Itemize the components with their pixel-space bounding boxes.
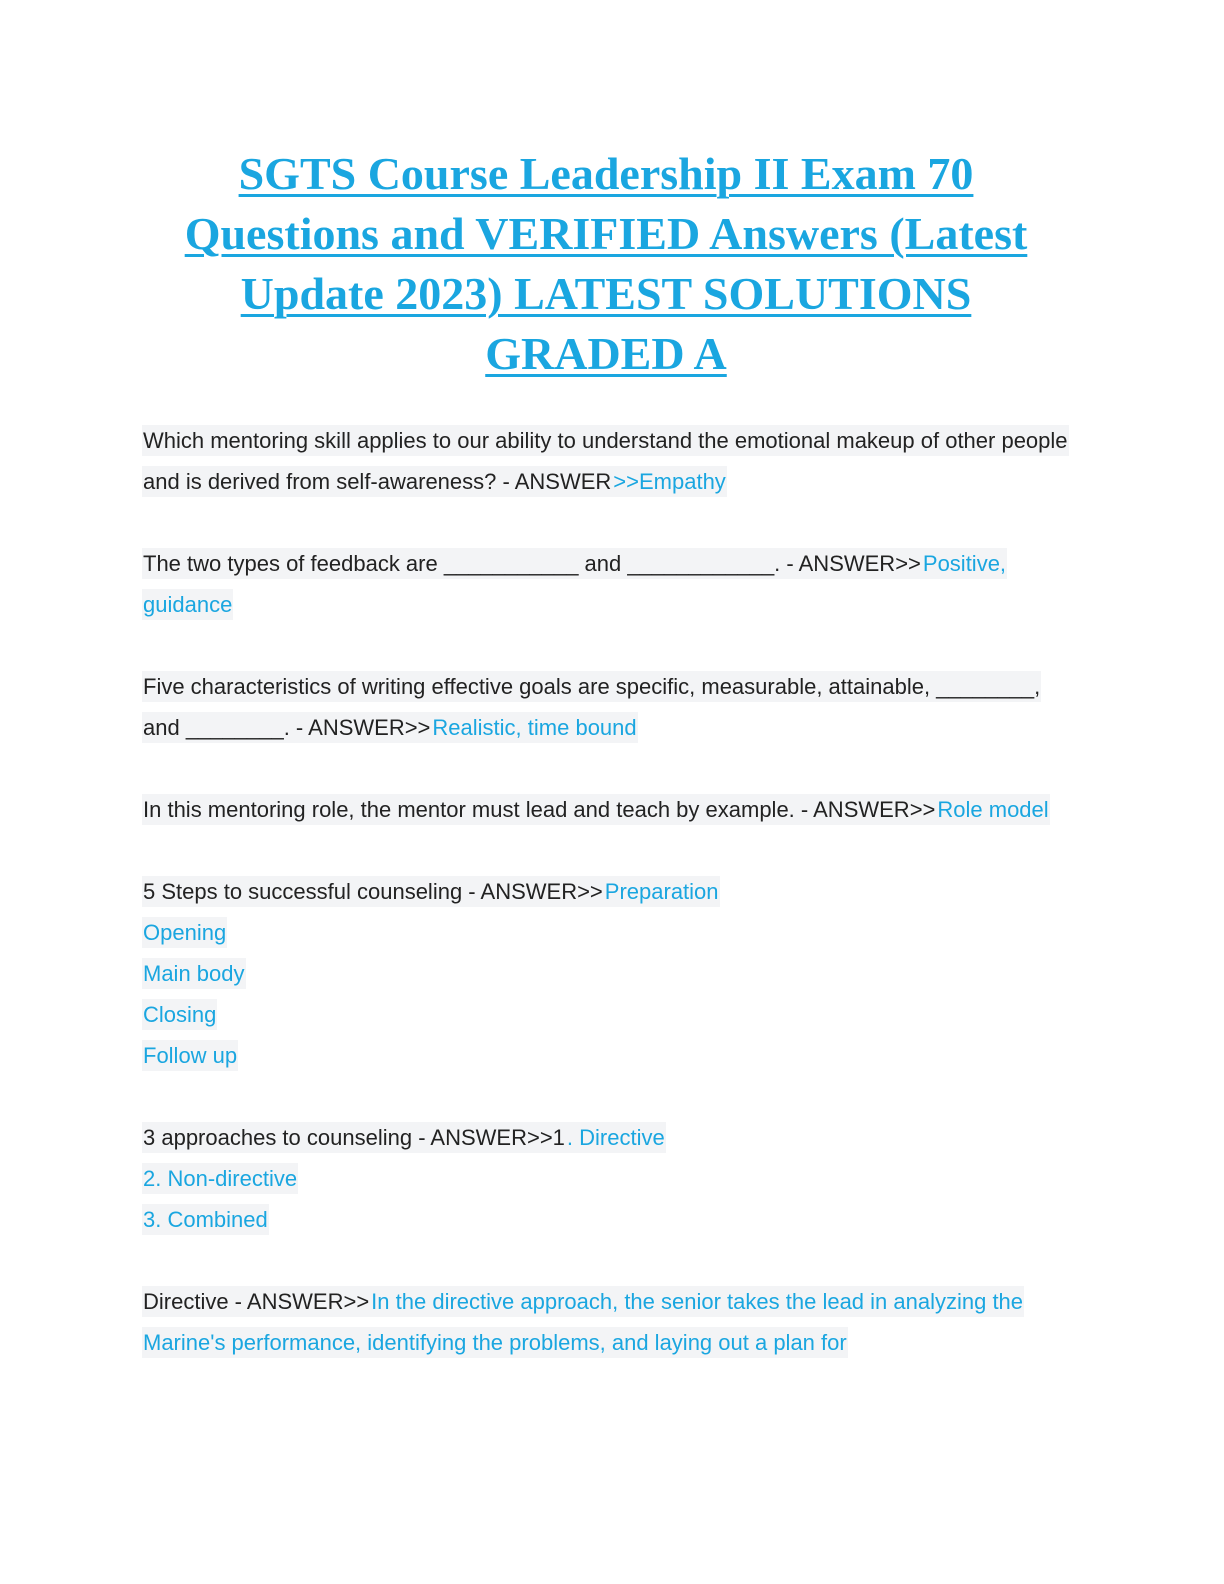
question-text: Directive - ANSWER>>	[142, 1286, 370, 1317]
answer-text: Realistic, time bound	[431, 712, 637, 743]
answer-line: Closing	[142, 999, 217, 1030]
answer-text: In the directive approach, the senior takes the lead in analyzing the Marine's performance, identifying the problems, and laying out a plan for	[142, 1286, 1024, 1358]
qa-item	[142, 543, 1072, 625]
qa-item	[142, 789, 1072, 830]
answer-line: Follow up	[142, 1040, 238, 1071]
question-text: In this mentoring role, the mentor must lead and teach by example. - ANSWER>>	[142, 794, 936, 825]
question-text: Five characteristics of writing effective goals are specific, measurable, attainable, ________, and ________. - ANSWER>>	[142, 671, 1041, 743]
question-text: The two types of feedback are ___________ and ____________. - ANSWER>>	[142, 548, 922, 579]
qa-item	[142, 1281, 1072, 1363]
qa-item	[142, 1117, 1072, 1240]
answer-line: Opening	[142, 917, 227, 948]
document-body	[142, 420, 1072, 1404]
qa-item	[142, 666, 1072, 748]
question-text: Which mentoring skill applies to our ability to understand the emotional makeup of other people and is derived from self-awareness? - ANSWER	[142, 425, 1069, 497]
document-title	[150, 144, 1062, 384]
answer-line: Main body	[142, 958, 246, 989]
answer-text: . Directive	[566, 1122, 666, 1153]
answer-text: >>Empathy	[612, 466, 727, 497]
qa-item	[142, 871, 1072, 1076]
document-title-text: SGTS Course Leadership II Exam 70 Questions and VERIFIED Answers (Latest Update 2023) LATEST SOLUTIONS GRADED A	[184, 148, 1028, 379]
answer-text: Preparation	[604, 876, 720, 907]
answer-line: 3. Combined	[142, 1204, 269, 1235]
answer-text: Positive, guidance	[142, 548, 1007, 620]
answer-text: Role model	[936, 794, 1049, 825]
question-text: 3 approaches to counseling - ANSWER>>1	[142, 1122, 566, 1153]
answer-line: 2. Non-directive	[142, 1163, 298, 1194]
question-text: 5 Steps to successful counseling - ANSWER>>	[142, 876, 604, 907]
qa-item	[142, 420, 1072, 502]
